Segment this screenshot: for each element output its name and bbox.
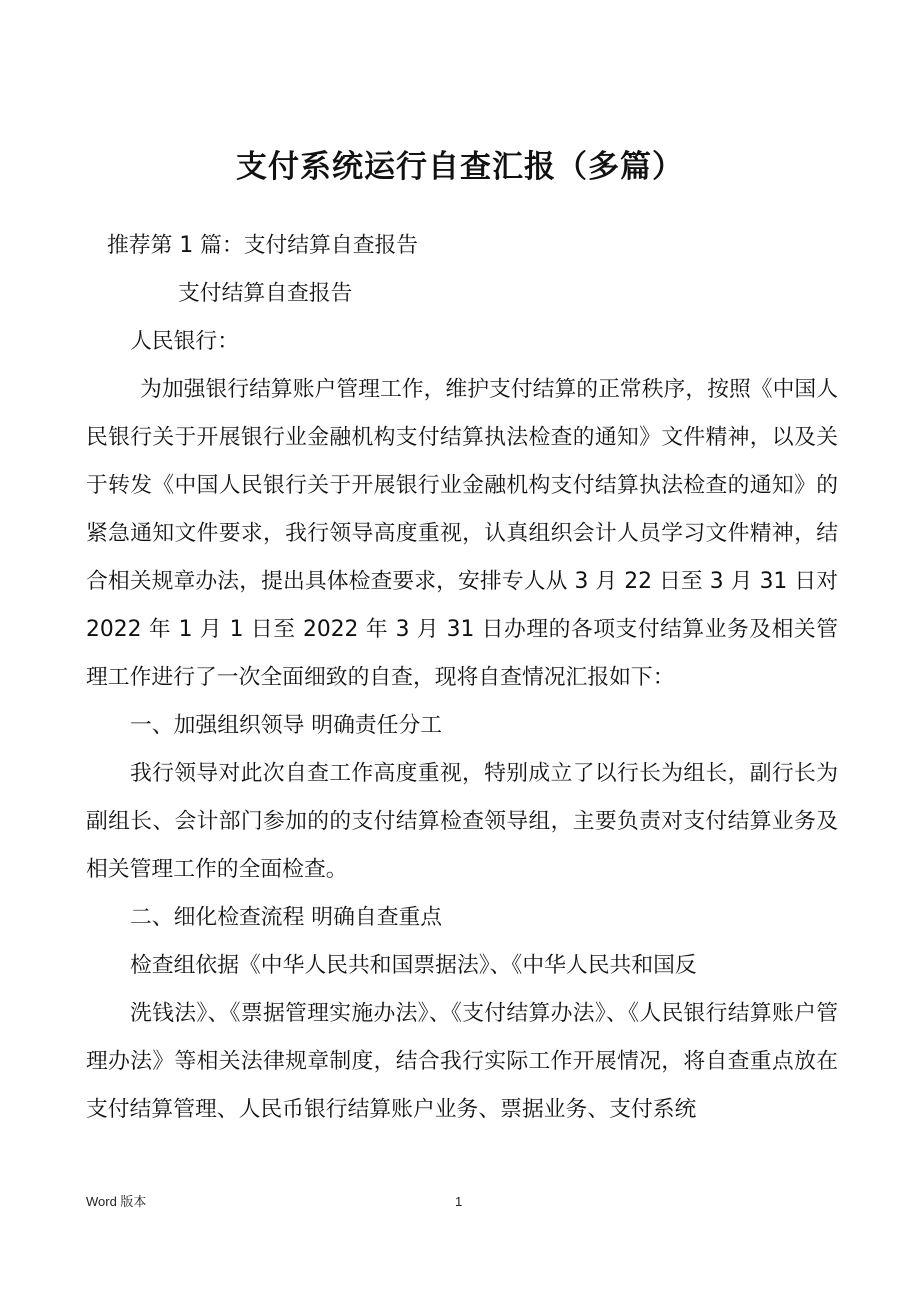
document-title: 支付系统运行自查汇报（多篇） [236,149,684,185]
footer-version-label: Word 版本 [86,1194,147,1209]
section-2-heading: 二、细化检查流程 明确自查重点 [130,905,443,930]
salutation: 人民银行： [130,329,239,354]
report-subtitle: 支付结算自查报告 [178,281,353,306]
footer-page-number: 1 [455,1194,463,1209]
intro-paragraph: 为加强银行结算账户管理工作，维护支付结算的正常秩序，按照《中国人民银行关于开展银行业金融机构支付结算执法检查的通知》文件精神，以及关于转发《中国人民银行关于开展银行业金融机构支付结算执法检查的通知》的紧急通知文件要求，我行领导高度重视，认真组织会计人员学习文件精神，结合相关规章办法，提出具体检查要求，安排专人从 3 月 22 日至 3 月 31 日对 2022 年 1 月 1 日至 2022 年 3 月 31 日办理的各项支付结算业务及相关管理工作进行了一次全面细致的自查，现将自查情况汇报如下： [86,377,838,690]
recommend-line: 推荐第 1 篇：支付结算自查报告 [107,233,419,258]
section-1-heading: 一、加强组织领导 明确责任分工 [130,713,443,738]
section-2-first-line: 检查组依据《中华人民共和国票据法》、《中华人民共和国反 [130,953,697,978]
document-body [86,222,838,1134]
section-1-body: 我行领导对此次自查工作高度重视，特别成立了以行长为组长，副行长为副组长、会计部门参加的的支付结算检查领导组，主要负责对支付结算业务及相关管理工作的全面检查。 [86,761,838,882]
section-2-body: 洗钱法》、《票据管理实施办法》、《支付结算办法》、《人民银行结算账户管理办法》等相关法律规章制度，结合我行实际工作开展情况，将自查重点放在支付结算管理、人民币银行结算账户业务、票据业务、支付系统 [86,1001,838,1122]
